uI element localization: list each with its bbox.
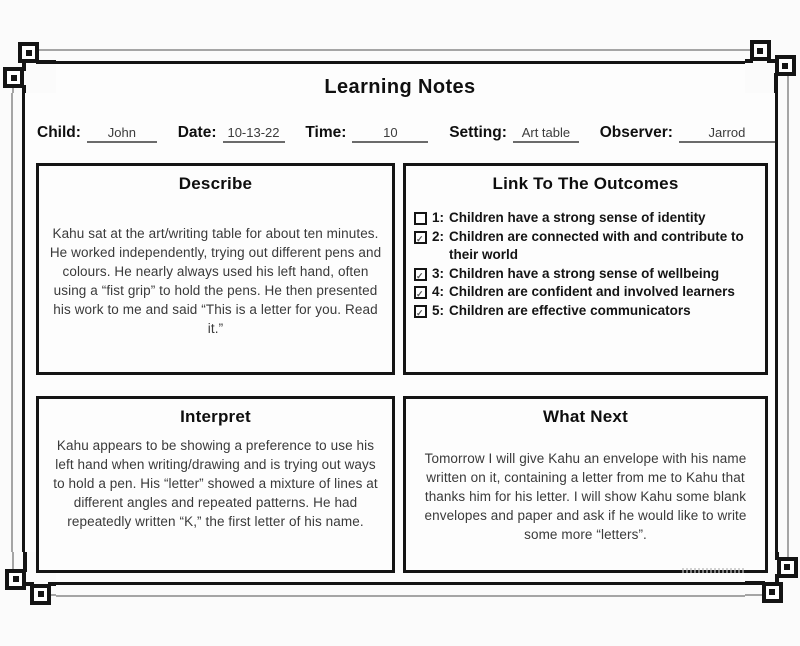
describe-body: Kahu sat at the art/writing table for about ten minutes. He worked independently, trying out different pens and colours. He nearly always used his left hand, often using a “fist grip” to hold the pens. He then presented his work to me and said “This is a letter for you. Read it.” bbox=[49, 226, 382, 336]
outcome-text: Children have a strong sense of wellbeing bbox=[449, 265, 720, 281]
outcome-number: 2: bbox=[432, 228, 445, 244]
setting-label: Setting: bbox=[449, 124, 507, 141]
outcomes-heading: Link To The Outcomes bbox=[492, 174, 679, 193]
field-date bbox=[178, 124, 285, 143]
outcome-number: 3: bbox=[432, 265, 445, 281]
time-label: Time: bbox=[305, 124, 347, 141]
interpret-body: Kahu appears to be showing a preference to use his left hand when writing/drawing and is trying out ways to hold a pen. His “letter” showed a mixture of lines at different angles and repeated patterns. He had repeatedly written “K,” the first letter of his name. bbox=[53, 438, 378, 529]
field-observer bbox=[600, 124, 775, 143]
date-label: Date: bbox=[177, 124, 217, 141]
child-value-input[interactable]: John bbox=[87, 125, 157, 143]
outcome-item bbox=[414, 283, 761, 302]
date-value-input[interactable]: 10-13-22 bbox=[223, 125, 285, 143]
observer-value-input[interactable]: Jarrod bbox=[679, 125, 775, 143]
outcome-number: 5: bbox=[432, 302, 445, 318]
section-describe bbox=[36, 163, 395, 375]
field-time bbox=[305, 124, 428, 143]
field-setting bbox=[449, 124, 579, 143]
outcome-text: Children are connected with and contribute to their world bbox=[449, 228, 744, 262]
outcome-number: 1: bbox=[432, 210, 445, 225]
outcome-text: Children are effective communicators bbox=[449, 302, 691, 318]
section-what-next bbox=[403, 396, 768, 573]
interpret-heading: Interpret bbox=[180, 407, 251, 426]
outcome-number: 4: bbox=[432, 284, 445, 299]
page-title: Learning Notes bbox=[324, 76, 476, 98]
outcome-checkbox[interactable] bbox=[414, 231, 427, 244]
child-label: Child: bbox=[37, 124, 81, 141]
outcome-text: Children have a strong sense of identity bbox=[449, 210, 706, 225]
outcome-checkbox[interactable] bbox=[414, 286, 427, 299]
observer-label: Observer: bbox=[599, 124, 673, 141]
section-interpret bbox=[36, 396, 395, 573]
what-next-heading: What Next bbox=[543, 407, 628, 426]
header-fields bbox=[37, 124, 775, 150]
field-child bbox=[37, 124, 157, 143]
outcome-checkbox[interactable] bbox=[414, 212, 427, 225]
outcome-checkbox[interactable] bbox=[414, 268, 427, 281]
outcome-item bbox=[414, 302, 761, 321]
section-outcomes bbox=[403, 163, 768, 375]
outcome-item bbox=[414, 209, 761, 228]
outcome-item bbox=[414, 228, 761, 265]
time-value-input[interactable]: 10 bbox=[352, 125, 428, 143]
describe-heading: Describe bbox=[178, 174, 253, 193]
watermark bbox=[682, 568, 744, 573]
setting-value-input[interactable]: Art table bbox=[513, 125, 579, 143]
outcome-checkbox[interactable] bbox=[414, 305, 427, 318]
outcome-item bbox=[414, 265, 761, 284]
what-next-body: Tomorrow I will give Kahu an envelope with his name written on it, containing a letter from me to Kahu that thanks him for his letter. I will show Kahu some blank envelopes and paper and ask if he would like to write some more “letters”. bbox=[424, 451, 747, 542]
outcome-text: Children are confident and involved learners bbox=[449, 284, 735, 299]
outcomes-list bbox=[414, 209, 761, 320]
